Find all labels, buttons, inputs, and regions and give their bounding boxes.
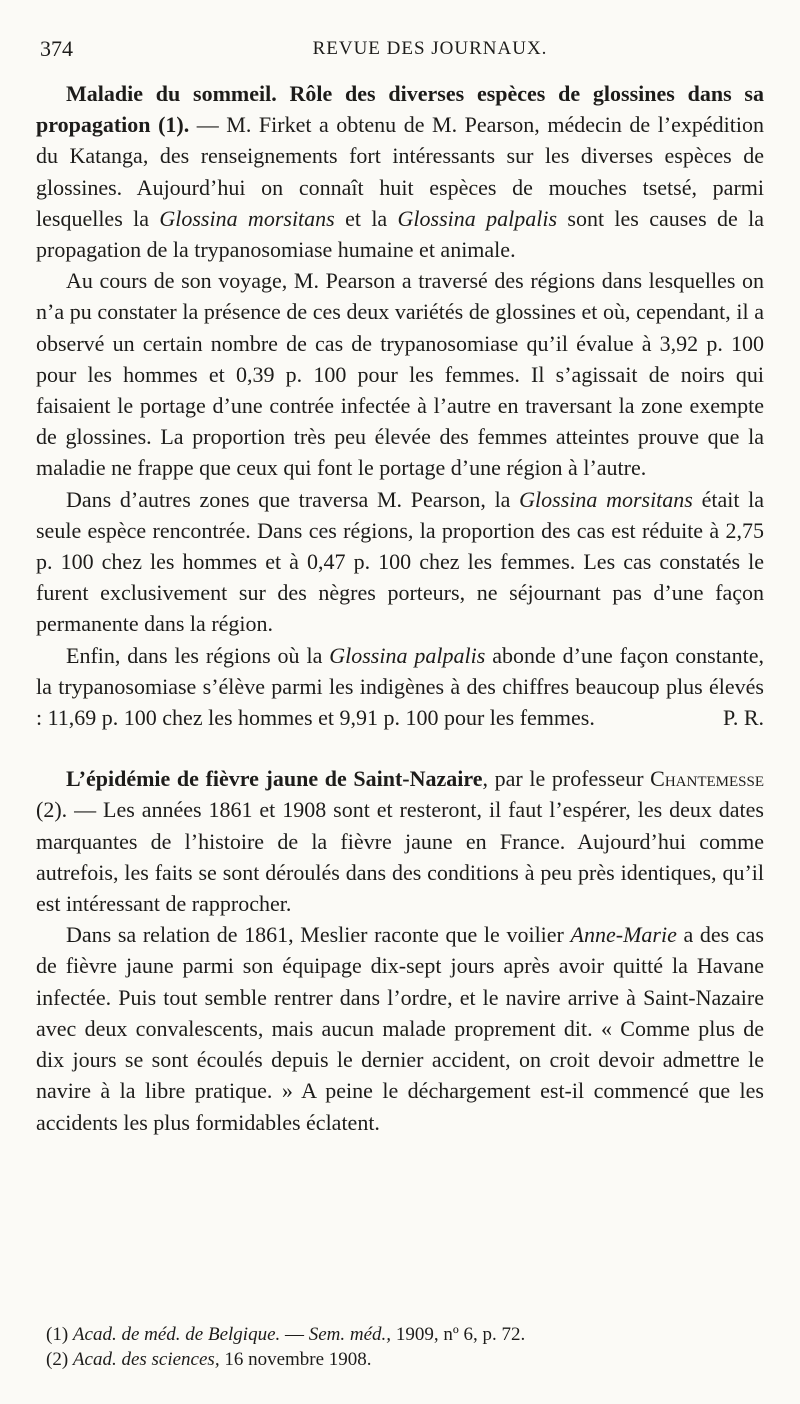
article2-by: , par le professeur [482, 766, 651, 792]
article1-p4-species: Glossina palpalis [329, 642, 486, 668]
article1-p3-start: Dans d’autres zones que traversa M. Pearson, la [66, 486, 520, 512]
footnote-1-number: (1) [46, 1324, 69, 1345]
article1-species-2: Glossina palpalis [397, 205, 558, 231]
article1-signature: P. R. [723, 705, 764, 731]
footnote-1-separator: — [280, 1324, 309, 1345]
article2-p2-start: Dans sa relation de 1861, Meslier raconte que le voilier [66, 922, 571, 948]
page-body [36, 78, 764, 1138]
footnote-2-number: (2) [46, 1349, 69, 1370]
article1-note-ref: (1). [158, 112, 190, 138]
article1-paragraph-3 [36, 484, 764, 640]
footnote-2 [46, 1347, 746, 1372]
page-number: 374 [40, 36, 73, 61]
article2-author: Chantemesse [650, 766, 764, 792]
footnote-2-source: Acad. des sciences, [72, 1349, 220, 1370]
running-title: REVUE DES JOURNAUX. [312, 38, 548, 59]
article2-ship-name: Anne-Marie [570, 922, 677, 948]
article1-title: Maladie du sommeil. Rôle des diverses espèces de glossines dans sa propagation [36, 81, 764, 138]
article1-species-1: Glossina morsitans [159, 205, 335, 231]
article2-paragraph-2 [36, 919, 764, 1137]
article1-p1-end: sont les causes de la propagation de la trypanosomiase humaine et animale. [36, 205, 764, 263]
footnote-1-rest: 1909, nº 6, p. 72. [391, 1324, 526, 1345]
article1-p1-text: — M. Firket a obtenu de M. Pearson, médecin de l’expédition du Katanga, des renseignements fort intéressants sur les diverses espèces de glossines. Aujourd’hui on connaît huit espèces de mouches tsetsé, parmi lesquelles la [36, 112, 764, 231]
article1-paragraph-4 [36, 640, 764, 734]
footnote-2-rest: 16 novembre 1908. [219, 1349, 372, 1370]
article-separator [36, 733, 764, 763]
article1-p1-mid: et la [334, 205, 398, 231]
article2-p2-rest: a des cas de fièvre jaune parmi son équipage dix-sept jours après avoir quitté la Havane infectée. Puis tout semble rentrer dans l’ordre, et le navire arrive à Saint-Nazaire avec deux convalescents, mais aucun malade proprement dit. « Comme plus de dix jours se sont écoulés depuis le dernier accident, on croit devoir admettre le navire à la libre pratique. » A peine le déchargement est-il commencé que les accidents les plus formidables éclatent. [36, 922, 764, 1135]
article2-p1-text: — Les années 1861 et 1908 sont et resteront, il faut l’espérer, les deux dates marquantes de l’histoire de la fièvre jaune en France. Aujourd’hui comme autrefois, les faits se sont déroulés dans des conditions à peu près identiques, qu’il est intéressant de rapprocher. [36, 797, 764, 917]
article1-p4-start: Enfin, dans les régions où la [66, 642, 330, 668]
footnote-1 [46, 1322, 746, 1347]
page-header [36, 36, 764, 66]
article1-p3-species: Glossina morsitans [519, 486, 693, 512]
article1-paragraph-1 [36, 78, 764, 265]
footnote-1-journal: Sem. méd., [308, 1324, 392, 1345]
article2-paragraph-1 [36, 763, 764, 919]
article1-paragraph-2: Au cours de son voyage, M. Pearson a traversé des régions dans lesquelles on n’a pu constater la présence de ces deux variétés de glossines et où, cependant, il a observé un certain nombre de cas de trypanosomiase qu’il évalue à 3,92 p. 100 pour les hommes et 0,39 p. 100 pour les femmes. Il s’agissait de noirs qui faisaient le portage d’une contrée infectée à l’autre en traversant la zone exempte de glossines. La proportion très peu élevée des femmes atteintes prouve que la maladie ne frappe que ceux qui font le portage d’une région à l’autre. [36, 268, 764, 481]
article1-p4-rest: abonde d’une façon constante, la trypanosomiase s’élève parmi les indigènes à des chiffres beaucoup plus élevés : 11,69 p. 100 chez les hommes et 9,91 p. 100 pour les femmes. [36, 642, 764, 731]
article1-p3-rest: était la seule espèce rencontrée. Dans ces régions, la proportion des cas est réduite à 2,75 p. 100 chez les hommes et à 0,47 p. 100 chez les femmes. Les cas constatés le furent exclusivement sur des nègres porteurs, ne séjournant pas d’une façon permanente dans la région. [36, 486, 764, 637]
article2-note-ref: (2). [36, 797, 68, 823]
article2-title: L’épidémie de fièvre jaune de Saint-Nazaire [66, 766, 483, 792]
footnotes [46, 1322, 746, 1372]
footnote-1-source: Acad. de méd. de Belgique. [72, 1324, 281, 1345]
